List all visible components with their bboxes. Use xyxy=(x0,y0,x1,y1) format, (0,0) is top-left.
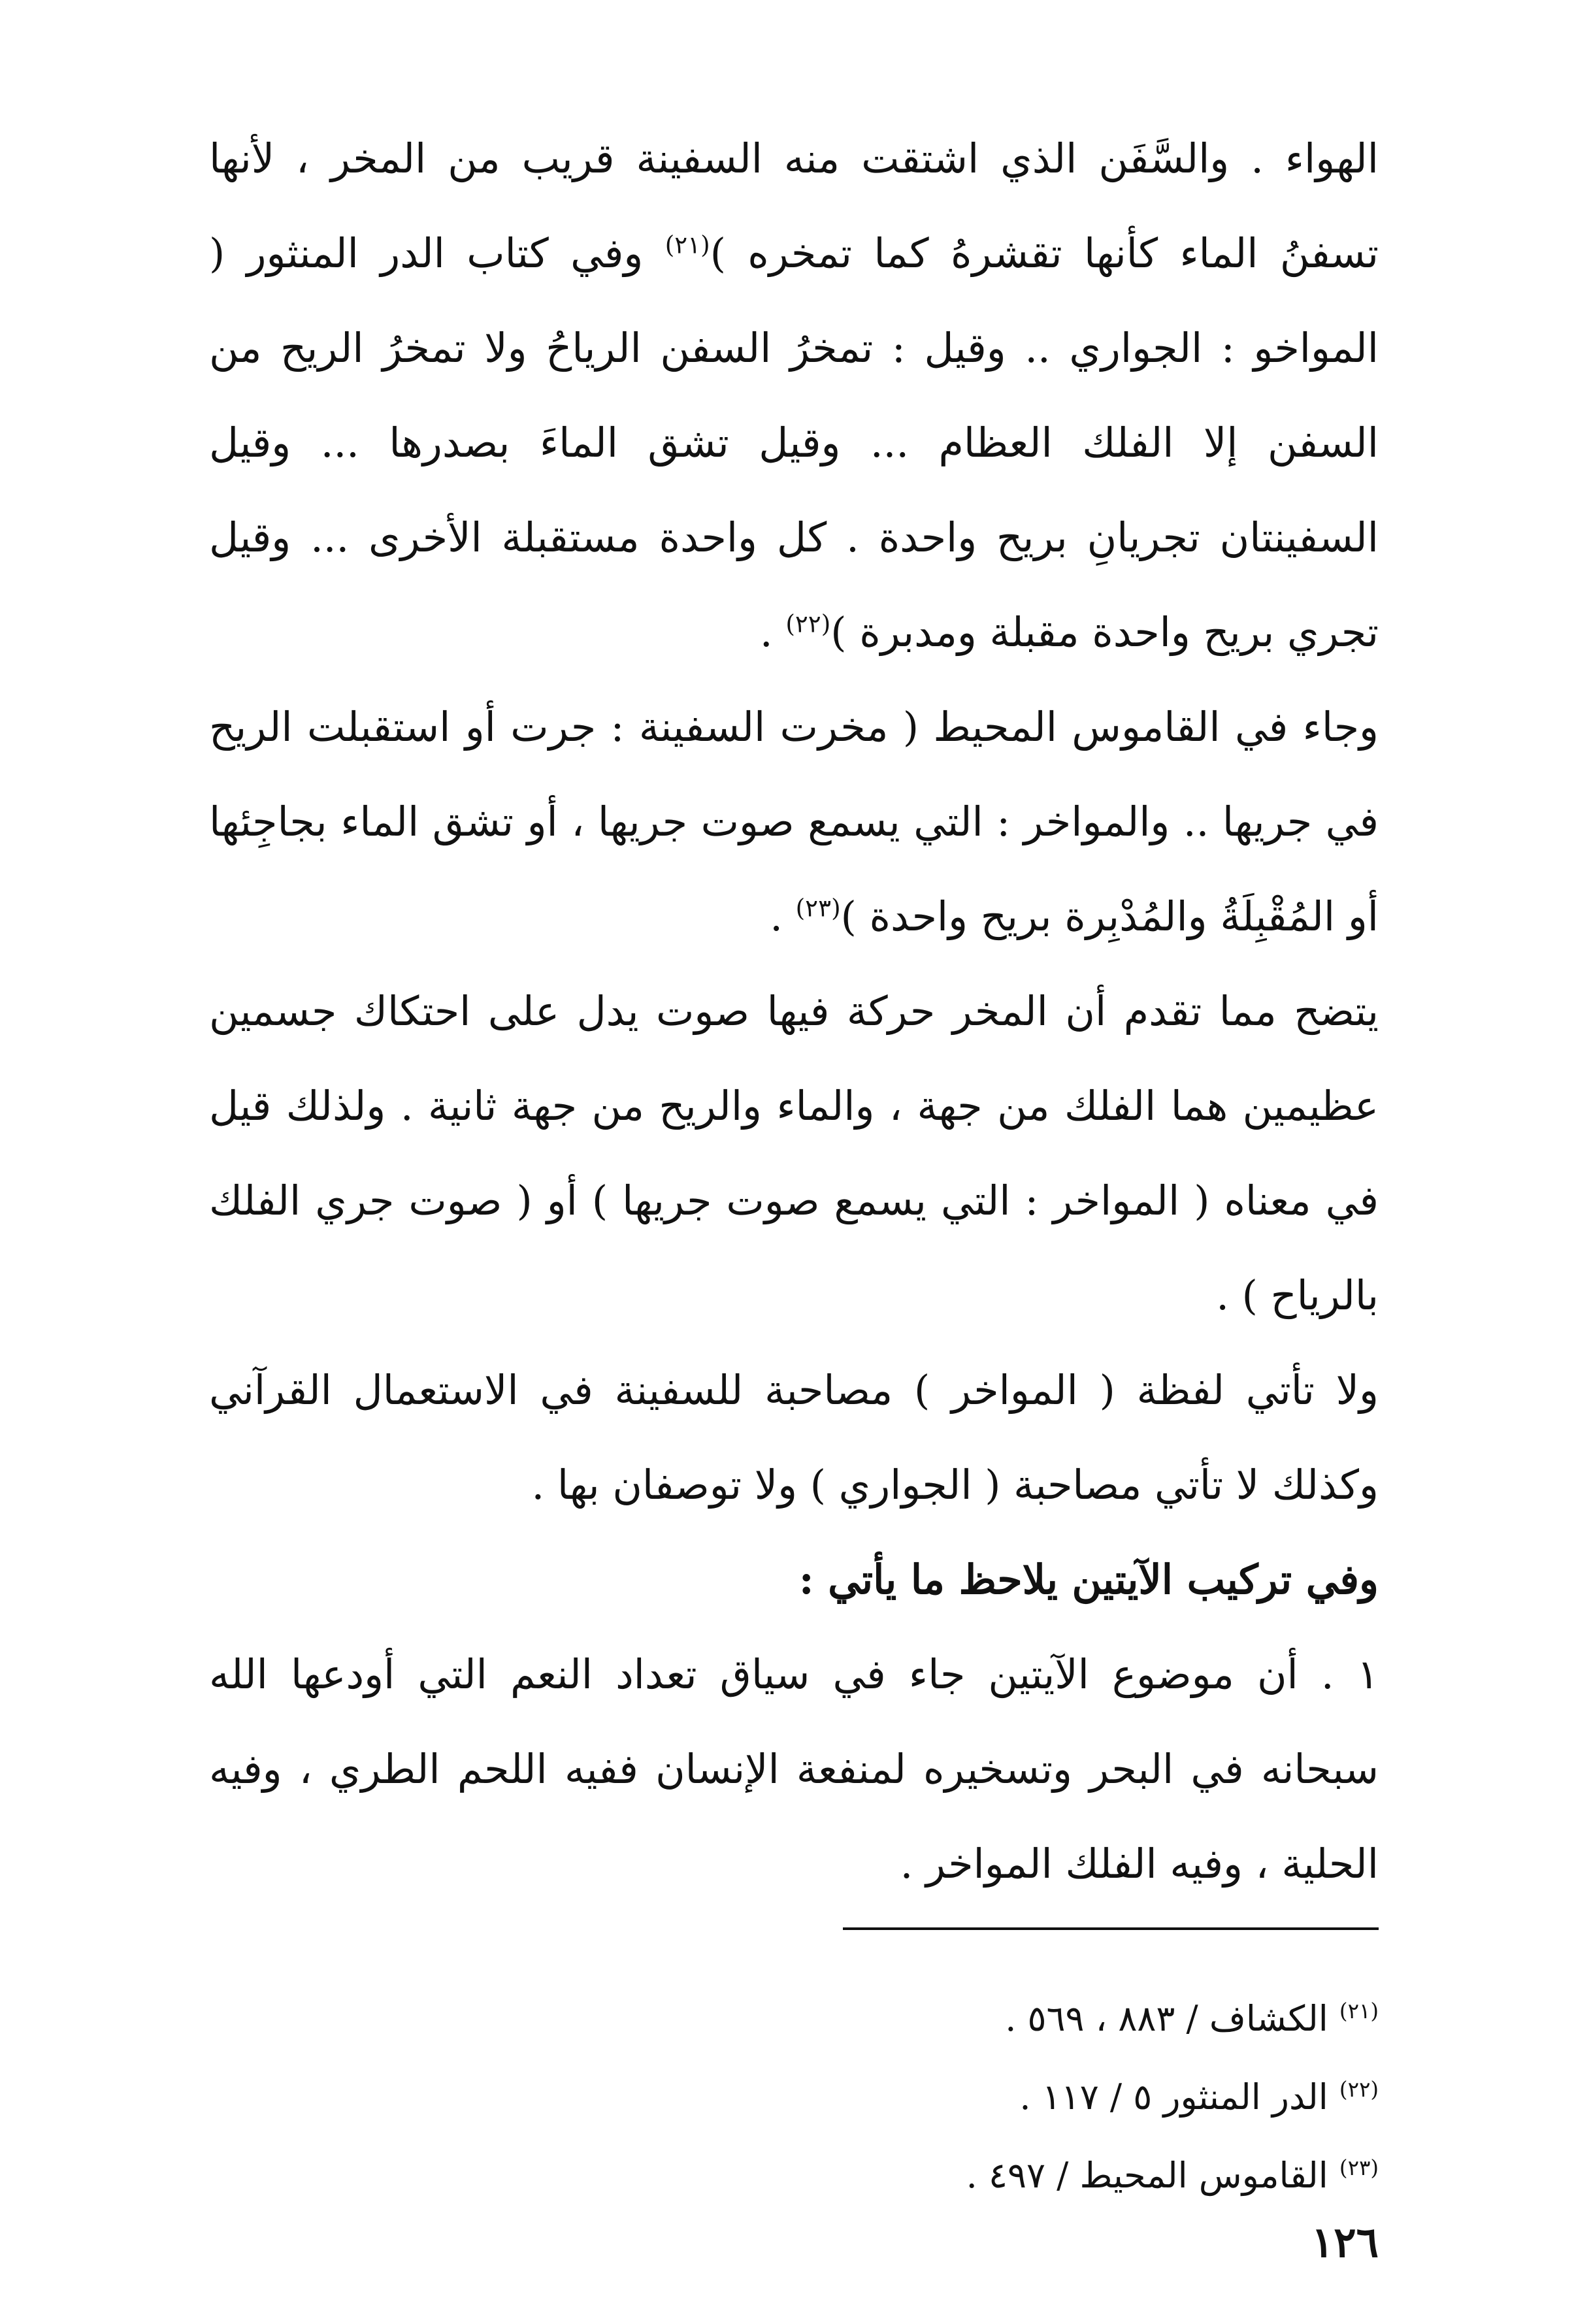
footnote-ref: (٢٢) xyxy=(785,609,831,638)
main-text xyxy=(209,111,1379,1911)
footnote-21 xyxy=(209,1980,1379,2058)
footnote-separator xyxy=(843,1927,1379,1930)
paragraph-1 xyxy=(209,111,1379,679)
footnote-text: الدر المنثور ٥ / ١١٧ . xyxy=(1019,2076,1339,2118)
footnotes xyxy=(209,1980,1379,2215)
paragraph-text: يتضح مما تقدم أن المخر حركة فيها صوت يدل على احتكاك جسمين عظيمين هما الفلك من جهة ، والماء والريح من جهة ثانية . ولذلك قيل في معناه ( المواخر : التي يسمع صوت جريها ) أو ( صوت جري الفلك بالرياح ) . xyxy=(209,987,1379,1319)
footnote-number: (٢٣) xyxy=(1339,2155,1379,2180)
paragraph-text: ١ . أن موضوع الآيتين جاء في سياق تعداد النعم التي أودعها الله سبحانه في البحر وتسخيره لمنفعة الإنسان ففيه اللحم الطري ، وفيه الحلية ، وفيه الفلك المواخر . xyxy=(209,1650,1379,1888)
paragraph-text: . xyxy=(770,892,796,940)
paragraph-text: وجاء في القاموس المحيط ( مخرت السفينة : جرت أو استقبلت الريح في جريها .. والمواخر : التي يسمع صوت جريها ، أو تشق الماء بجاجِئها أو المُقْبِلَةُ والمُدْبِرة بريح واحدة ) xyxy=(209,703,1379,940)
paragraph-3 xyxy=(209,964,1379,1343)
footnote-text: القاموس المحيط / ٤٩٧ . xyxy=(966,2155,1339,2196)
section-heading xyxy=(209,1532,1379,1627)
footnote-number: (٢٢) xyxy=(1339,2077,1379,2102)
paragraph-5 xyxy=(209,1627,1379,1911)
footnote-ref: (٢١) xyxy=(664,230,710,259)
paragraph-text: . xyxy=(759,608,786,656)
page-body xyxy=(209,111,1379,1911)
footnote-22 xyxy=(209,2058,1379,2136)
footnote-number: (٢١) xyxy=(1339,1999,1379,2023)
footnote-ref: (٢٣) xyxy=(795,893,841,923)
paragraph-text: ولا تأتي لفظة ( المواخر ) مصاحبة للسفينة في الاستعمال القرآني وكذلك لا تأتي مصاحبة ( الجواري ) ولا توصفان بها . xyxy=(209,1366,1379,1509)
footnote-23 xyxy=(209,2136,1379,2215)
paragraph-2 xyxy=(209,679,1379,964)
page-number: ١٢٦ xyxy=(1311,2218,1379,2267)
paragraph-4 xyxy=(209,1343,1379,1532)
paragraph-text: الهواء . والسَّفَن الذي اشتقت منه السفينة قريب من المخر ، لأنها تسفنُ الماء كأنها تقشرهُ كما تمخره ) xyxy=(209,135,1379,277)
paragraph-text: وفي كتاب الدر المنثور ( المواخو : الجواري .. وقيل : تمخرُ السفن الرياحُ ولا تمخرُ الريح من السفن إلا الفلك العظام ... وقيل تشق الماءَ بصدرها ... وقيل السفينتان تجريانِ بريح واحدة . كل واحدة مستقبلة الأخرى ... وقيل تجري بريح واحدة مقبلة ومدبرة ) xyxy=(209,229,1379,656)
heading-text: وفي تركيب الآيتين يلاحظ ما يأتي : xyxy=(798,1556,1379,1603)
footnote-text: الكشاف / ٨٨٣ ، ٥٦٩ . xyxy=(1005,1998,1339,2039)
